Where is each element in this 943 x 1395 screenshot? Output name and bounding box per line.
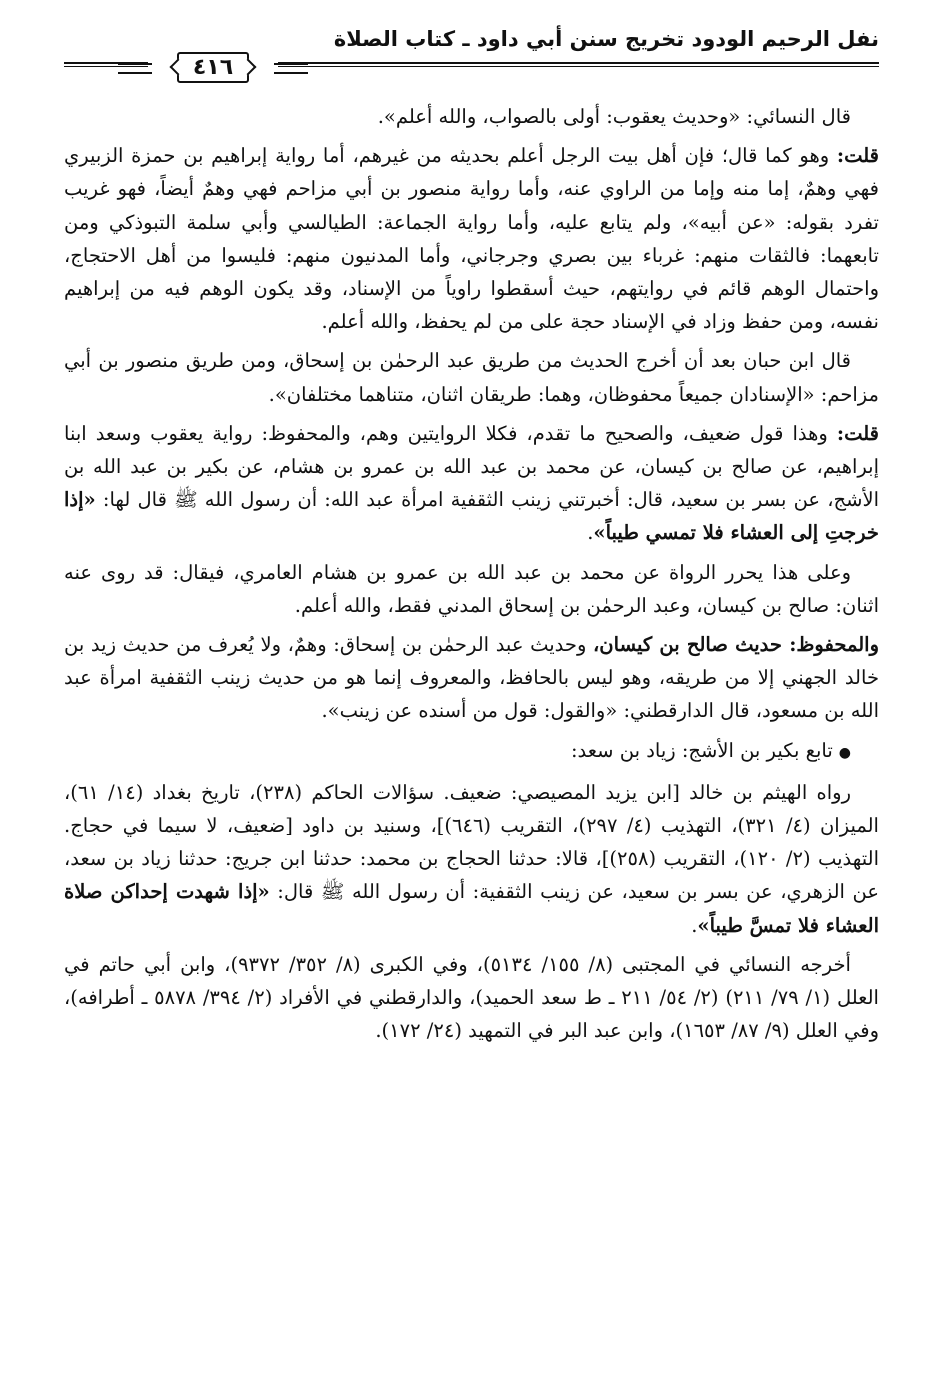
paragraph <box>64 139 879 338</box>
hadith-quote: «إذا شهدت إحداكن صلاة العشاء فلا تمسَّ طيباً» <box>64 880 879 937</box>
page-number: ٤١٦ <box>177 52 249 83</box>
paragraph-text: أخرجه النسائي في المجتبى (٨/ ١٥٥/ ٥١٣٤)، وفي الكبرى (٨/ ٣٥٢/ ٩٣٧٢)، وابن أبي حاتم في العلل (١/ ٧٩/ ٢١١) (٢/ ٥٤/ ٢١١ ـ ط سعد الحميد)، والدارقطني في الأفراد (٢/ ٣٩٤/ ٥٨٧٨ ـ أطرافه)، وفي العلل (٩/ ٨٧/ ١٦٥٣)، وابن عبد البر في التمهيد (٢٤/ ١٧٢). <box>64 952 879 1043</box>
page-number-ornament <box>148 50 278 84</box>
paragraph <box>64 100 879 133</box>
paragraph <box>64 628 879 728</box>
paragraph <box>64 948 879 1048</box>
paragraph-text: قال النسائي: «وحديث يعقوب: أولى بالصواب، والله أعلم». <box>377 105 851 128</box>
running-head-title: نفل الرحيم الودود تخريج سنن أبي داود ـ كتاب الصلاة <box>333 27 879 51</box>
ornament-lines-left <box>118 63 152 74</box>
paragraph <box>64 556 879 622</box>
paragraph-text: تابع بكير بن الأشج: زياد بن سعد: <box>570 738 833 762</box>
paragraph-lead: قلت: <box>836 144 879 168</box>
paragraph <box>64 734 879 770</box>
hadith-quote: «إذا خرجتِ إلى العشاء فلا تمسي طيباً» <box>64 488 879 545</box>
paragraph <box>64 417 879 550</box>
paragraph-text: وعلى هذا يحرر الرواة عن محمد بن عبد الله بن عمرو بن هشام العامري، فيقال: قد روى عنه اثنان: صالح بن كيسان، وعبد الرحمٰن بن إسحاق المدني فقط، والله أعلم. <box>64 560 879 617</box>
main-text <box>64 100 879 1053</box>
paragraph-text: وهو كما قال؛ فإن أهل بيت الرجل أعلم بحديثه من غيرهم، أما رواية إبراهيم بن حمزة الزبيري فهي وهمٌ، إما منه وإما من الراوي عنه، وأما رواية منصور بن أبي مزاحم فهي وهمٌ أيضاً، فهو غريب تفرد بقوله: «عن أبيه»، ولم يتابع عليه، وأما رواية الجماعة: الطيالسي وأبي سلمة التبوذكي ومن تابعهما: فالثقات منهم: غرباء بين بصري وجرجاني، وأما المدنيون منهم: فليسوا من أهل الاحتجاج، واحتمال الوهم قائم في روايتهم، حيث أسقطوا راوياً من الإسناد، وقد يكون الوهم فيه من إبراهيم نفسه، ومن حفظ وزاد في الإسناد حجة على من لم يحفظ، والله أعلم. <box>64 144 879 334</box>
bullet-icon: ● <box>838 744 851 761</box>
paragraph-tail: . <box>691 913 698 937</box>
paragraph <box>64 344 879 410</box>
paragraph-lead: قلت: <box>836 421 879 445</box>
paragraph-lead: والمحفوظ: حديث صالح بن كيسان، <box>593 633 879 657</box>
paragraph-text: رواه الهيثم بن خالد [ابن يزيد المصيصي: ضعيف. سؤالات الحاكم (٢٣٨)، تاريخ بغداد (١٤/ ٦١)، الميزان (٤/ ٣٢١)، التهذيب (٤/ ٢٩٧)، التقريب (٦٤٦)]، وسنيد بن داود [ضعيف، لا سيما في حجاج. التهذيب (٢/ ١٢٠)، التقريب (٢٥٨)]، قالا: حدثنا الحجاج بن محمد: حدثنا ابن جريج: حدثنا زياد بن سعد، عن الزهري، عن بسر بن سعيد، عن زينب الثقفية: أن رسول الله ﷺ قال: <box>64 780 880 904</box>
paragraph <box>64 776 879 942</box>
paragraph-text: وحديث عبد الرحمٰن بن إسحاق: وهمٌ، ولا يُعرف من حديث زيد بن خالد الجهني إلا من طريقه، وهو ليس بالحافظ، والمعروف إنما هو من حديث زينب الثقفية امرأة عبد الله بن مسعود، قال الدارقطني: «والقول: قول من أسنده عن زينب». <box>64 633 879 723</box>
paragraph-text: قال ابن حبان بعد أن أخرج الحديث من طريق عبد الرحمٰن بن إسحاق، ومن طريق منصور بن أبي مزاحم: «الإسنادان جميعاً محفوظان، وهما: طريقان اثنان، متناهما مختلفان». <box>64 349 879 406</box>
ornament-lines-right <box>274 63 308 74</box>
paragraph-text: وهذا قول ضعيف، والصحيح ما تقدم، فكلا الروايتين وهم، والمحفوظ: رواية يعقوب وسعد ابنا إبراهيم، عن صالح بن كيسان، عن محمد بن عبد الله بن عمرو بن هشام، عن بكير بن عبد الله بن الأشج، عن بسر بن سعيد، قال: أخبرتني زينب الثقفية امرأة عبد الله: أن رسول الله ﷺ قال لها: <box>64 421 879 512</box>
paragraph-tail: . <box>587 521 594 545</box>
